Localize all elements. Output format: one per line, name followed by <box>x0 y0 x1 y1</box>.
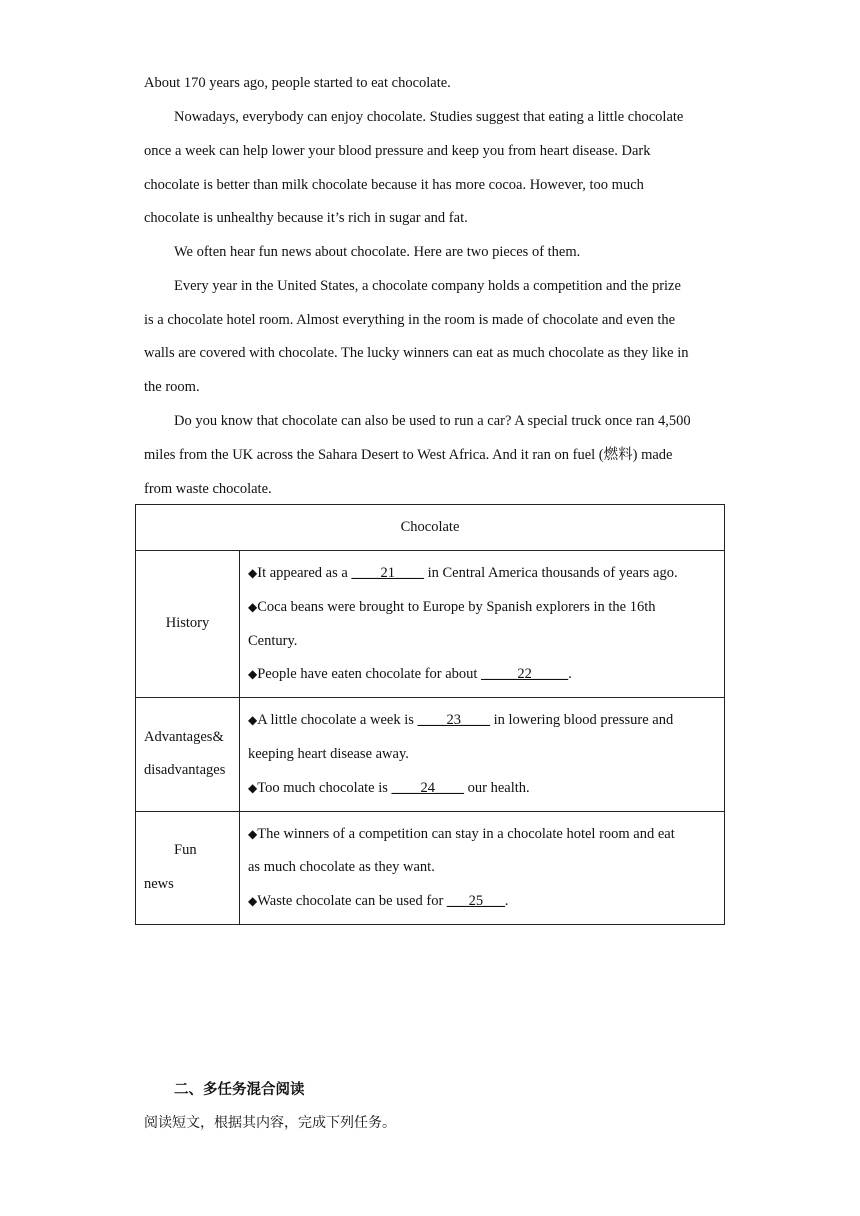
passage-line: Nowadays, everybody can enjoy chocolate. Studies suggest that eating a little chocolate <box>174 109 684 125</box>
row-label-fun-news: Fun news <box>136 811 240 924</box>
history-cell <box>240 551 725 698</box>
history-item-3: ◆People have eaten chocolate for about _____22_____. <box>248 666 572 683</box>
passage-line: is a chocolate hotel room. Almost everything in the room is made of chocolate and even the <box>144 312 676 328</box>
history-item-1: ◆It appeared as a ____21____ in Central America thousands of years ago. <box>248 565 678 581</box>
table-row <box>136 698 725 811</box>
advantages-item-1: ◆A little chocolate a week is ____23____ in lowering blood pressure and <box>248 712 674 729</box>
advantages-item-2: ◆Too much chocolate is ____24____ our health. <box>248 779 530 796</box>
passage-line: once a week can help lower your blood pressure and keep you from heart disease. Dark <box>144 143 651 159</box>
passage-line: We often hear fun news about chocolate. Here are two pieces of them. <box>174 244 581 260</box>
passage-line: from waste chocolate. <box>144 481 272 497</box>
passage-line: About 170 years ago, people started to eat chocolate. <box>144 75 451 91</box>
section-title: 二、多任务混合阅读 <box>174 1082 305 1098</box>
history-item-2-cont: Century. <box>248 632 298 649</box>
bullet-icon: ◆ <box>248 894 258 909</box>
fun-news-cell <box>240 811 725 924</box>
row-label-advantages: Advantages& disadvantages <box>136 698 240 811</box>
chocolate-table <box>135 504 725 925</box>
blank-21: ____21____ <box>351 565 424 581</box>
fun-item-1: ◆The winners of a competition can stay in a chocolate hotel room and eat <box>248 825 675 842</box>
blank-23: ____23____ <box>417 712 490 729</box>
section-instruction: 阅读短文，根据其内容，完成下列任务。 <box>144 1115 396 1131</box>
table-row <box>136 551 725 698</box>
passage-line: walls are covered with chocolate. The lucky winners can eat as much chocolate as they like in <box>144 345 689 361</box>
passage-line: chocolate is better than milk chocolate because it has more cocoa. However, too much <box>144 177 644 193</box>
bullet-icon: ◆ <box>248 826 258 841</box>
passage-line: chocolate is unhealthy because it’s rich in sugar and fat. <box>144 210 468 226</box>
passage-line: Do you know that chocolate can also be used to run a car? A special truck once ran 4,500 <box>174 413 691 429</box>
blank-22: _____22_____ <box>481 666 569 683</box>
blank-25: ___25___ <box>446 893 505 910</box>
advantages-item-1-cont: keeping heart disease away. <box>248 745 409 762</box>
bullet-icon: ◆ <box>248 713 258 728</box>
passage-line: miles from the UK across the Sahara Desert to West Africa. And it ran on fuel (燃料) made <box>144 447 673 463</box>
bullet-icon: ◆ <box>248 780 258 795</box>
table-title: Chocolate <box>136 505 725 551</box>
bullet-icon: ◆ <box>248 566 258 580</box>
bullet-icon: ◆ <box>248 599 258 614</box>
table-row <box>136 811 725 924</box>
history-item-2: ◆Coca beans were brought to Europe by Spanish explorers in the 16th <box>248 598 656 615</box>
bullet-icon: ◆ <box>248 667 258 682</box>
blank-24: ____24____ <box>391 779 465 796</box>
fun-item-1-cont: as much chocolate as they want. <box>248 859 435 876</box>
fun-item-2: ◆Waste chocolate can be used for ___25___. <box>248 893 509 910</box>
advantages-cell <box>240 698 725 811</box>
passage-line: Every year in the United States, a chocolate company holds a competition and the prize <box>174 278 681 294</box>
row-label-history: History <box>136 551 240 698</box>
passage-line: the room. <box>144 379 200 395</box>
